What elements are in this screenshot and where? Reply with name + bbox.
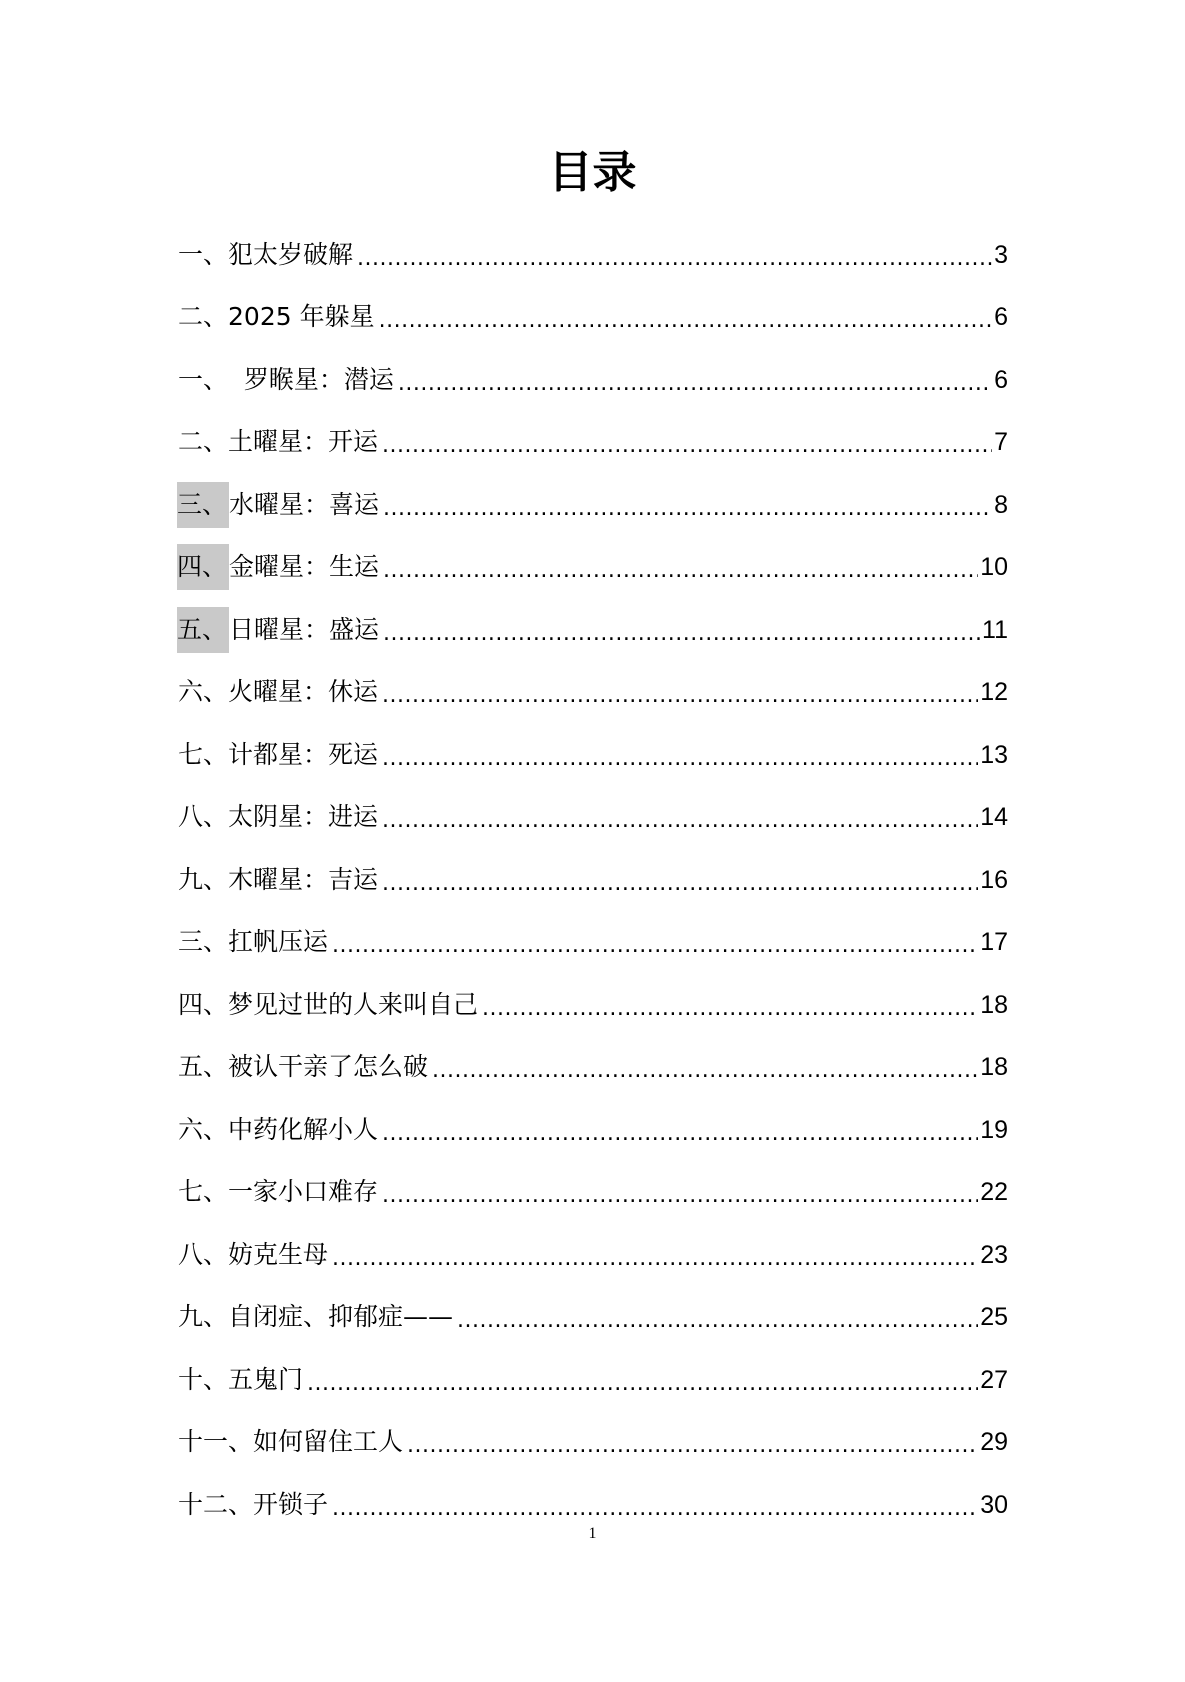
toc-dot-leader	[379, 311, 993, 331]
toc-entry-page-number: 30	[980, 1490, 1008, 1519]
toc-dot-leader	[382, 686, 978, 706]
toc-entry-page-number: 29	[980, 1428, 1008, 1456]
toc-entry-label	[178, 794, 378, 840]
toc-entry[interactable]	[178, 1090, 1008, 1153]
toc-entry-title: 2025 年躲星	[228, 302, 375, 331]
toc-entry-title: 如何留住工人	[253, 1427, 404, 1456]
toc-entry-label	[178, 919, 328, 965]
toc-entry-label	[178, 544, 379, 590]
toc-entry-page-number: 22	[980, 1178, 1008, 1206]
toc-entry-number: 十、	[178, 1364, 229, 1394]
toc-dot-leader	[457, 1311, 978, 1331]
toc-entry-number: 九、	[178, 1302, 229, 1331]
toc-entry[interactable]	[178, 528, 1008, 591]
toc-entry-label	[178, 1357, 303, 1403]
toc-entry-page-number: 11	[982, 615, 1008, 644]
toc-entry-page-number: 8	[994, 490, 1008, 519]
toc-entry-page-number: 23	[980, 1240, 1008, 1269]
toc-entry-number: 九、	[178, 864, 229, 894]
toc-entry-number: 二、	[178, 302, 229, 331]
toc-entry-number: 二、	[178, 427, 229, 456]
toc-entry-label	[178, 607, 379, 653]
toc-entry-title: 一家小口难存	[228, 1177, 379, 1206]
toc-entry[interactable]	[178, 715, 1008, 778]
toc-entry[interactable]	[178, 1465, 1008, 1528]
toc-entry-number: 三、	[178, 927, 229, 956]
page-number: 1	[588, 1525, 597, 1542]
toc-entry-label	[178, 1169, 378, 1215]
toc-entry-title: 自闭症、抑郁症——	[228, 1302, 454, 1331]
toc-entry-number: 一、	[178, 364, 229, 394]
toc-entry[interactable]	[178, 1215, 1008, 1278]
toc-dot-leader	[332, 1499, 978, 1519]
toc-entry-page-number: 25	[980, 1303, 1008, 1331]
toc-entry-number: 六、	[178, 1114, 229, 1144]
toc-entry[interactable]	[178, 903, 1008, 966]
toc-entry-number: 五、	[178, 1052, 229, 1081]
toc-entry-label	[178, 1232, 328, 1278]
toc-entry-title: 被认干亲了怎么破	[228, 1052, 429, 1081]
toc-entry[interactable]	[178, 653, 1008, 716]
toc-dot-leader	[383, 624, 980, 644]
toc-entry-page-number: 27	[980, 1365, 1008, 1394]
toc-entry-title: 水曜星：喜运	[229, 489, 380, 519]
toc-entry[interactable]	[178, 965, 1008, 1028]
page-title: 目录	[548, 147, 637, 198]
toc-entry-number: 七、	[178, 739, 229, 769]
toc-dot-leader	[382, 811, 978, 831]
toc-entry-title: 土曜星：开运	[228, 427, 379, 456]
toc-entry-page-number: 3	[994, 240, 1008, 269]
toc-entry-label	[178, 1044, 428, 1090]
toc-dot-leader	[407, 1436, 978, 1456]
toc-entry[interactable]	[178, 1028, 1008, 1091]
toc-entry-label	[178, 732, 378, 778]
toc-entry[interactable]	[178, 840, 1008, 903]
toc-entry-number: 十二、	[178, 1489, 254, 1519]
toc-entry[interactable]	[178, 278, 1008, 341]
toc-entry-page-number: 18	[980, 990, 1008, 1019]
toc-entry[interactable]	[178, 465, 1008, 528]
toc-entry-number: 八、	[178, 802, 229, 831]
toc-entry-label	[178, 232, 353, 278]
toc-dot-leader	[398, 374, 992, 394]
toc-entry-title: 木曜星：吉运	[228, 864, 379, 894]
toc-dot-leader	[382, 749, 978, 769]
toc-entry-title: 扛帆压运	[228, 927, 329, 956]
toc-entry-label	[178, 1294, 453, 1340]
toc-entry-page-number: 6	[994, 365, 1008, 394]
toc-entry-title: 犯太岁破解	[228, 239, 354, 269]
toc-dot-leader	[357, 249, 992, 269]
toc-entry-label	[178, 357, 394, 403]
toc-entry-label	[178, 1419, 403, 1465]
toc-entry-title: 火曜星：休运	[228, 677, 379, 706]
toc-entry-label	[178, 982, 478, 1028]
toc-dot-leader	[432, 1061, 978, 1081]
toc-dot-leader	[382, 1186, 978, 1206]
toc-entry-number: 一、	[178, 239, 229, 269]
toc-entry-title: 梦见过世的人来叫自己	[228, 989, 479, 1019]
toc-entry[interactable]	[178, 1153, 1008, 1216]
toc-entry-label	[178, 1482, 328, 1528]
toc-entry-title: 金曜星：生运	[229, 552, 380, 581]
toc-entry-label	[178, 419, 378, 465]
toc-entry-label	[178, 857, 378, 903]
toc-entry-page-number: 7	[994, 428, 1008, 456]
toc-entry-number: 七、	[178, 1177, 229, 1206]
toc-entry-label	[178, 1107, 378, 1153]
toc-dot-leader	[482, 999, 978, 1019]
toc-entry-title: 太阴星：进运	[228, 802, 379, 831]
toc-entry-title: 计都星：死运	[228, 739, 379, 769]
toc-entry-number: 十一、	[178, 1427, 254, 1456]
toc-dot-leader	[307, 1374, 978, 1394]
toc-dot-leader	[332, 936, 978, 956]
toc-entry-page-number: 19	[980, 1115, 1008, 1144]
toc-entry-page-number: 12	[980, 678, 1008, 706]
toc-entry-number: 八、	[178, 1239, 229, 1269]
toc-entry-page-number: 16	[980, 865, 1008, 894]
toc-entry-number: 三、	[177, 482, 229, 528]
toc-entry-label	[178, 482, 379, 528]
toc-entry-page-number: 18	[980, 1053, 1008, 1081]
toc-entry-title: 日曜星：盛运	[229, 614, 380, 644]
toc-entry[interactable]	[178, 1340, 1008, 1403]
toc-entry-title: 开锁子	[253, 1489, 329, 1519]
toc-entry[interactable]	[178, 778, 1008, 841]
toc-entry-number: 四、	[177, 544, 229, 590]
toc-entry-label	[178, 669, 378, 715]
toc-entry-page-number: 14	[980, 803, 1008, 831]
toc-entry-number: 四、	[178, 989, 229, 1019]
toc-entry-page-number: 10	[980, 553, 1008, 581]
toc-list	[178, 215, 1008, 1528]
toc-entry-title: 五鬼门	[228, 1364, 304, 1394]
toc-dot-leader	[383, 561, 978, 581]
toc-dot-leader	[382, 1124, 978, 1144]
toc-entry-number: 五、	[177, 607, 229, 653]
toc-entry-number: 六、	[178, 677, 229, 706]
toc-dot-leader	[382, 874, 978, 894]
toc-dot-leader	[332, 1249, 978, 1269]
toc-dot-leader	[382, 436, 992, 456]
toc-entry-page-number: 13	[980, 740, 1008, 769]
toc-entry-title: 中药化解小人	[228, 1114, 379, 1144]
toc-entry[interactable]	[178, 340, 1008, 403]
toc-entry-label	[178, 294, 375, 340]
toc-entry[interactable]	[178, 403, 1008, 466]
toc-entry[interactable]	[178, 1403, 1008, 1466]
toc-entry-title: 罗睺星：潜运	[228, 364, 394, 394]
toc-entry[interactable]	[178, 215, 1008, 278]
toc-entry[interactable]	[178, 1278, 1008, 1341]
toc-entry-page-number: 17	[980, 928, 1008, 956]
toc-entry-page-number: 6	[994, 303, 1008, 331]
toc-entry[interactable]	[178, 590, 1008, 653]
toc-entry-title: 妨克生母	[228, 1239, 329, 1269]
toc-dot-leader	[383, 499, 992, 519]
